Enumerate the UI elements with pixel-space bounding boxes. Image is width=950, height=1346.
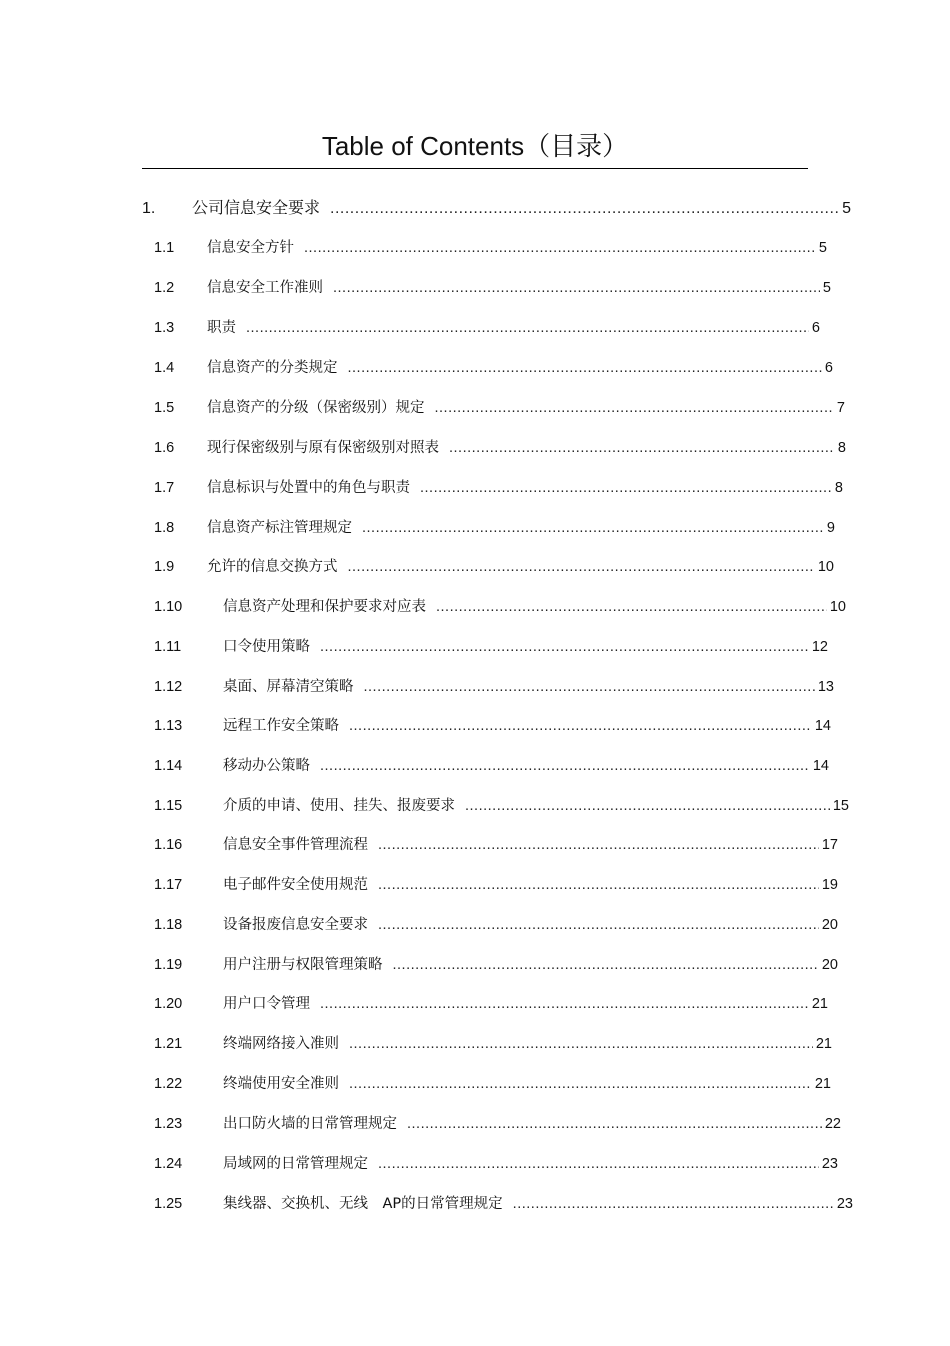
toc-dot-leader: [304, 236, 816, 260]
toc-entry[interactable]: [142, 196, 851, 220]
toc-entry-number: 1.22: [154, 1076, 183, 1092]
toc-entry-number: 1.10: [154, 599, 183, 615]
toc-entry-page: 5: [818, 240, 827, 256]
toc-entry[interactable]: [154, 236, 827, 260]
toc-entry-label: 现行保密级别与原有保密级别对照表: [207, 440, 439, 456]
toc-title: [142, 128, 808, 164]
toc-entry-page: 12: [811, 639, 828, 655]
toc-entry-label: 公司信息安全要求: [192, 198, 321, 217]
toc-entry-number: 1.24: [154, 1156, 183, 1172]
toc-entry[interactable]: [154, 953, 838, 977]
toc-entry-page: 21: [811, 996, 828, 1012]
toc-entry-label: 局域网的日常管理规定: [223, 1156, 368, 1172]
toc-dot-leader: [246, 316, 809, 340]
toc-dot-leader: [320, 754, 810, 778]
toc-entry-number: 1.18: [154, 917, 183, 933]
toc-entry-number: 1.25: [154, 1196, 183, 1212]
toc-entry-page: 6: [824, 360, 833, 376]
toc-entry-number: 1.19: [154, 957, 183, 973]
toc-entry[interactable]: [154, 436, 846, 460]
toc-dot-leader: [378, 1152, 819, 1176]
toc-entry-number: 1.13: [154, 718, 183, 734]
toc-entry-page: 15: [832, 798, 849, 814]
toc-entry[interactable]: [154, 276, 831, 300]
toc-entry[interactable]: [154, 675, 834, 699]
toc-dot-leader: [362, 516, 824, 540]
toc-entry[interactable]: [154, 1072, 831, 1096]
toc-entry-number: 1.20: [154, 996, 183, 1012]
toc-entry-page: 8: [834, 480, 843, 496]
toc-entry-label: 终端使用安全准则: [223, 1076, 339, 1092]
toc-entry-number: 1.23: [154, 1116, 183, 1132]
toc-entry-number: 1.6: [154, 440, 175, 456]
toc-entry-label: 出口防火墙的日常管理规定: [223, 1116, 397, 1132]
toc-dot-leader: [513, 1192, 834, 1216]
toc-entry[interactable]: [154, 356, 833, 380]
toc-entry-number: 1.12: [154, 679, 183, 695]
toc-entry-page: 14: [812, 758, 829, 774]
toc-dot-leader: [364, 675, 815, 699]
toc-entry-label: 信息安全工作准则: [207, 280, 323, 296]
toc-entry-page: 5: [822, 280, 831, 296]
toc-entry-label: 信息标识与处置中的角色与职责: [207, 480, 410, 496]
toc-dot-leader: [465, 794, 830, 818]
toc-dot-leader: [348, 356, 822, 380]
toc-dot-leader: [333, 276, 820, 300]
toc-dot-leader: [393, 953, 819, 977]
toc-entry-label: 用户口令管理: [223, 996, 310, 1012]
toc-entry-number: 1.21: [154, 1036, 183, 1052]
toc-dot-leader: [348, 555, 815, 579]
toc-entry-page: 9: [826, 520, 835, 536]
toc-dot-leader: [349, 1072, 812, 1096]
toc-entry-page: 5: [842, 200, 851, 217]
toc-entry-page: 8: [837, 440, 846, 456]
toc-entry-number: 1.17: [154, 877, 183, 893]
toc-entry[interactable]: [154, 794, 849, 818]
toc-entry-label: 电子邮件安全使用规范: [223, 877, 368, 893]
toc-entry[interactable]: [154, 754, 829, 778]
toc-entry-number: 1.14: [154, 758, 183, 774]
toc-entry-number: 1.16: [154, 837, 183, 853]
toc-entry-page: 22: [824, 1116, 841, 1132]
toc-entry-label: 终端网络接入准则: [223, 1036, 339, 1052]
toc-dot-leader: [349, 714, 812, 738]
toc-dot-leader: [330, 197, 839, 221]
toc-entry-label: 用户注册与权限管理策略: [223, 957, 383, 973]
toc-entry-page: 20: [821, 917, 838, 933]
toc-dot-leader: [420, 476, 832, 500]
toc-dot-leader: [378, 913, 819, 937]
toc-entry[interactable]: [154, 873, 838, 897]
toc-entry[interactable]: [154, 1032, 832, 1056]
toc-entry-label: 信息安全方针: [207, 240, 294, 256]
toc-entry[interactable]: [154, 635, 828, 659]
toc-entry-page: 19: [821, 877, 838, 893]
toc-entry-page: 14: [814, 718, 831, 734]
toc-entry-number: 1.1: [154, 240, 175, 256]
toc-entry-number: 1.8: [154, 520, 175, 536]
toc-entry-label: 信息资产的分类规定: [207, 360, 338, 376]
toc-entry[interactable]: [154, 316, 820, 340]
toc-title-en: Table of Contents: [321, 131, 525, 161]
toc-entry-label: 信息资产处理和保护要求对应表: [223, 599, 426, 615]
toc-entry-page: 20: [821, 957, 838, 973]
toc-entry[interactable]: [154, 833, 838, 857]
toc-dot-leader: [435, 396, 834, 420]
toc-entry[interactable]: [154, 516, 835, 540]
toc-dot-leader: [378, 873, 819, 897]
toc-entry-page: 7: [836, 400, 845, 416]
toc-dot-leader: [436, 595, 827, 619]
toc-entry-page: 21: [815, 1036, 832, 1052]
toc-entry-number: 1.5: [154, 400, 175, 416]
toc-dot-leader: [320, 992, 809, 1016]
toc-entry[interactable]: [154, 396, 845, 420]
toc-entry[interactable]: [154, 1192, 853, 1216]
toc-dot-leader: [378, 833, 819, 857]
toc-entry-number: 1.: [142, 200, 156, 217]
toc-entry-label: 允许的信息交换方式: [207, 559, 338, 575]
toc-entry-number: 1.3: [154, 320, 175, 336]
toc-entry-page: 6: [811, 320, 820, 336]
toc-entry-label: 信息资产标注管理规定: [207, 520, 352, 536]
toc-entry-number: 1.4: [154, 360, 175, 376]
toc-dot-leader: [320, 635, 809, 659]
toc-entry-page: 21: [814, 1076, 831, 1092]
toc-entry[interactable]: [154, 913, 838, 937]
toc-entry[interactable]: [154, 1112, 841, 1136]
toc-dot-leader: [407, 1112, 822, 1136]
toc-entry-page: 23: [821, 1156, 838, 1172]
toc-entry-label: 信息资产的分级（保密级别）规定: [207, 400, 425, 416]
toc-entry[interactable]: [154, 555, 834, 579]
toc-entry-label: 设备报废信息安全要求: [223, 917, 368, 933]
toc-entry[interactable]: [154, 714, 831, 738]
title-underline: [142, 168, 808, 169]
toc-entry[interactable]: [154, 476, 843, 500]
toc-entry[interactable]: [154, 595, 846, 619]
toc-entry-number: 1.2: [154, 280, 175, 296]
toc-entry-number: 1.11: [154, 639, 182, 655]
toc-entry-label: 口令使用策略: [223, 639, 310, 655]
toc-entry-label: 远程工作安全策略: [223, 718, 339, 734]
toc-entry-page: 23: [836, 1196, 853, 1212]
toc-entry-page: 17: [821, 837, 838, 853]
toc-entry-label: 桌面、屏幕清空策略: [223, 679, 354, 695]
toc-entry-page: 10: [817, 559, 834, 575]
toc-entry-number: 1.9: [154, 559, 175, 575]
toc-entry-label: 集线器、交换机、无线 AP的日常管理规定: [223, 1196, 503, 1212]
toc-dot-leader: [449, 436, 835, 460]
toc-entry-number: 1.7: [154, 480, 175, 496]
toc-entry-page: 13: [817, 679, 834, 695]
toc-entry-label: 信息安全事件管理流程: [223, 837, 368, 853]
toc-entry-label: 介质的申请、使用、挂失、报废要求: [223, 798, 455, 814]
toc-entry[interactable]: [154, 992, 828, 1016]
toc-entry-number: 1.15: [154, 798, 183, 814]
toc-entry-label: 移动办公策略: [223, 758, 310, 774]
toc-entry-label: 职责: [207, 320, 236, 336]
toc-dot-leader: [349, 1032, 813, 1056]
toc-title-cn: （目录）: [524, 131, 629, 161]
toc-entry[interactable]: [154, 1152, 838, 1176]
toc-entry-page: 10: [829, 599, 846, 615]
